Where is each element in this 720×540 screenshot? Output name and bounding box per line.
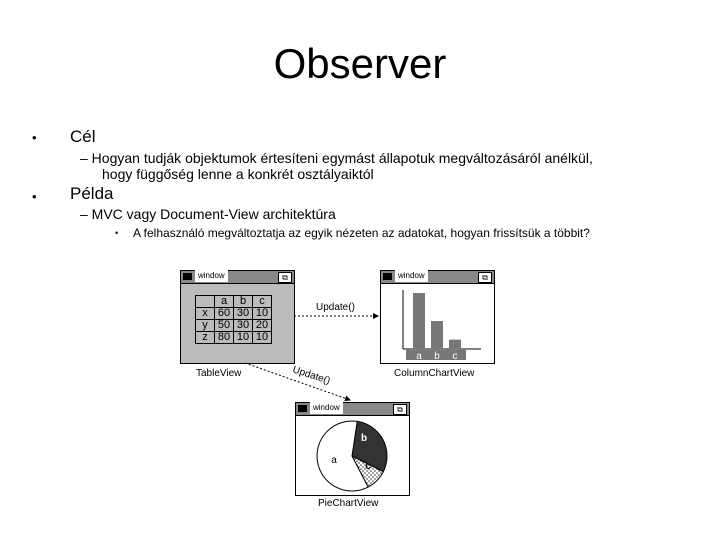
table-cell: 80 (215, 332, 234, 344)
table-cell: z (196, 332, 215, 344)
subsub-marker: • (115, 228, 119, 238)
table-cell: a (215, 296, 234, 308)
bullet-pelda: Példa (70, 184, 114, 203)
table-cell: 20 (253, 320, 272, 332)
window-title: window (395, 270, 428, 282)
slice-label: c (365, 461, 371, 472)
column-chart-caption: ColumnChartView (394, 368, 475, 379)
resize-icon: ⧉ (478, 272, 492, 283)
category-label: a (416, 351, 422, 362)
resize-icon: ⧉ (278, 272, 292, 283)
slice-label: a (331, 455, 337, 466)
bullet-pelda-sub: – MVC vagy Document-View architektúra (80, 206, 336, 222)
table-cell: 10 (253, 308, 272, 320)
window-title: window (310, 402, 343, 414)
bullet-cel: Cél (70, 127, 96, 146)
table-view-caption: TableView (196, 368, 242, 379)
table-cell: x (196, 308, 215, 320)
table-cell: 30 (234, 308, 253, 320)
table-cell: b (234, 296, 253, 308)
table-cell: c (253, 296, 272, 308)
bullet-cel-sub: – Hogyan tudják objektumok értesíteni egymást állapotuk megváltozásáról anélkül, (80, 150, 593, 166)
slide-title: Observer (273, 40, 447, 87)
update-label: Update() (316, 302, 355, 313)
table-cell: 10 (253, 332, 272, 344)
bullet-marker: • (32, 189, 37, 204)
bullet-cel-sub-line2: hogy függőség lenne a konkrét osztályaiktól (102, 166, 374, 182)
update-label: Update() (291, 364, 332, 387)
bullet-marker: • (32, 130, 37, 145)
table-cell: 10 (234, 332, 253, 344)
window-title: window (195, 270, 228, 282)
table-cell: 50 (215, 320, 234, 332)
pie-chart-caption: PieChartView (318, 498, 379, 509)
slice-label: b (360, 433, 368, 444)
bullet-pelda-subsub: A felhasználó megváltoztatja az egyik nézeten az adatokat, hogyan frissítsük a többit? (133, 226, 590, 240)
category-label: c (452, 351, 458, 362)
table-cell: 60 (215, 308, 234, 320)
resize-icon: ⧉ (393, 404, 407, 415)
table-cell: y (196, 320, 215, 332)
table-cell: 30 (234, 320, 253, 332)
category-label: b (434, 351, 440, 362)
